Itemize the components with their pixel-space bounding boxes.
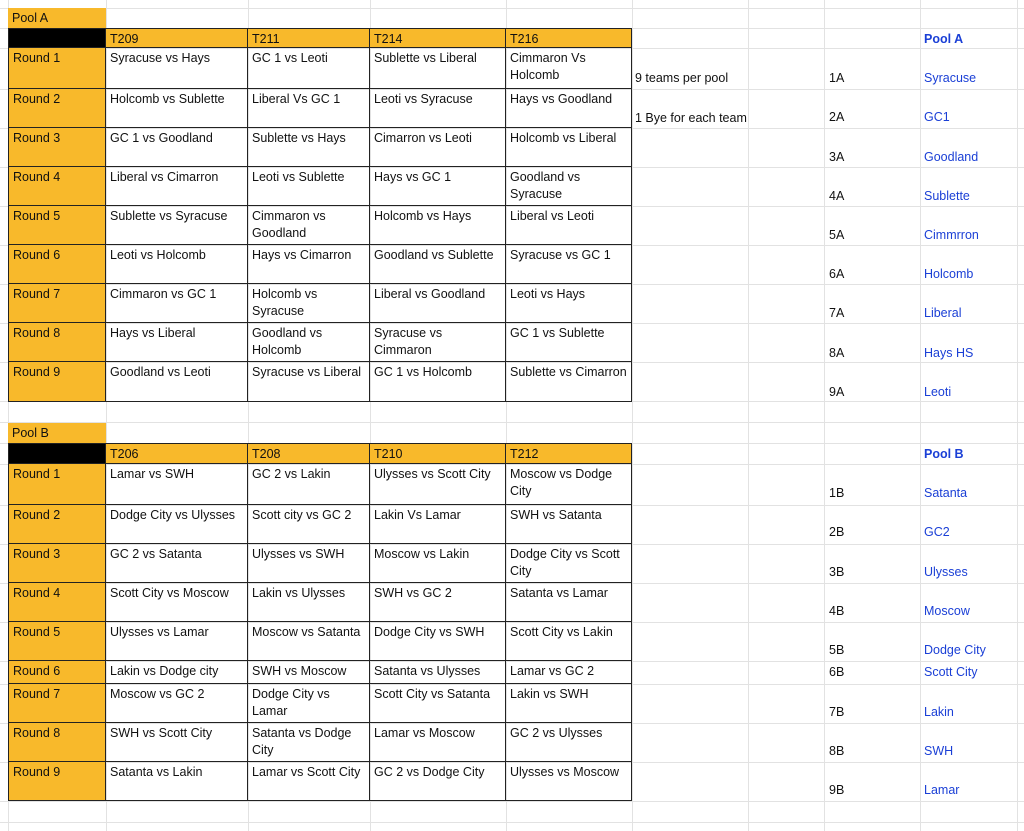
match-cell[interactable]: Dodge City vs Scott City [506,544,632,583]
seed-code[interactable]: 2A [829,110,845,124]
match-cell[interactable]: GC 1 vs Sublette [506,323,632,362]
match-cell[interactable]: SWH vs Scott City [106,723,248,762]
seed-team[interactable]: Hays HS [924,346,974,360]
gridline-col [920,0,921,831]
match-cell[interactable]: Leoti vs Holcomb [106,245,248,284]
seed-code[interactable]: 8A [829,346,845,360]
match-cell[interactable]: Syracuse vs GC 1 [506,245,632,284]
match-cell[interactable]: Scott City vs Satanta [370,684,506,723]
seed-list-title: Pool A [924,32,964,46]
match-cell[interactable]: Lakin vs SWH [506,684,632,723]
match-cell[interactable]: GC 1 vs Leoti [248,48,370,89]
seed-team[interactable]: SWH [924,744,954,758]
match-cell[interactable]: Sublette vs Cimarron [506,362,632,402]
gridline-col [824,0,825,831]
gridline-row [0,822,1024,823]
court-header[interactable]: T214 [370,28,506,48]
seed-code[interactable]: 1A [829,71,845,85]
seed-code[interactable]: 6A [829,267,845,281]
seed-list-title: Pool B [924,447,964,461]
round-label[interactable]: Round 3 [8,544,106,583]
match-cell[interactable]: Sublette vs Hays [248,128,370,167]
round-label[interactable]: Round 5 [8,622,106,661]
seed-code[interactable]: 1B [829,486,845,500]
pool-title: Pool B [8,423,106,443]
match-cell[interactable]: Syracuse vs Liberal [248,362,370,402]
round-label[interactable]: Round 8 [8,723,106,762]
seed-team[interactable]: Cimmrron [924,228,979,242]
match-cell[interactable]: GC 2 vs Ulysses [506,723,632,762]
seed-code[interactable]: 2B [829,525,845,539]
match-cell[interactable]: Scott city vs GC 2 [248,505,370,544]
seed-team[interactable]: Dodge City [924,643,986,657]
match-cell[interactable]: GC 2 vs Lakin [248,464,370,505]
match-cell[interactable]: Lakin vs Ulysses [248,583,370,622]
match-cell[interactable]: Scott City vs Lakin [506,622,632,661]
round-label[interactable]: Round 4 [8,167,106,206]
match-cell[interactable]: Cimmaron Vs Holcomb [506,48,632,89]
match-cell[interactable]: Hays vs Goodland [506,89,632,128]
match-cell[interactable]: Hays vs GC 1 [370,167,506,206]
seed-team[interactable]: Leoti [924,385,952,399]
court-header[interactable]: T210 [370,443,506,464]
match-cell[interactable]: Syracuse vs Hays [106,48,248,89]
round-label[interactable]: Round 6 [8,245,106,284]
seed-code[interactable]: 5A [829,228,845,242]
seed-code[interactable]: 9A [829,385,845,399]
seed-code[interactable]: 9B [829,783,845,797]
seed-code[interactable]: 4A [829,189,845,203]
match-cell[interactable]: Scott City vs Moscow [106,583,248,622]
match-cell[interactable]: Lamar vs Scott City [248,762,370,801]
match-cell[interactable]: Satanta vs Ulysses [370,661,506,684]
pool-note[interactable]: 9 teams per pool [635,71,729,85]
match-cell[interactable]: Lakin vs Dodge city [106,661,248,684]
match-cell[interactable]: Liberal Vs GC 1 [248,89,370,128]
court-header[interactable]: T212 [506,443,632,464]
match-cell[interactable]: Holcomb vs Hays [370,206,506,245]
seed-team[interactable]: Satanta [924,486,968,500]
match-cell[interactable]: Cimmaron vs GC 1 [106,284,248,323]
seed-code[interactable]: 3A [829,150,845,164]
round-label[interactable]: Round 7 [8,684,106,723]
match-cell[interactable]: Goodland vs Leoti [106,362,248,402]
match-cell[interactable]: Dodge City vs Lamar [248,684,370,723]
match-cell[interactable]: Goodland vs Syracuse [506,167,632,206]
round-label[interactable]: Round 1 [8,48,106,89]
court-header[interactable]: T206 [106,443,248,464]
seed-team[interactable]: Scott City [924,665,978,679]
court-header[interactable]: T209 [106,28,248,48]
match-cell[interactable]: Dodge City vs Ulysses [106,505,248,544]
gridline-col [632,0,633,831]
seed-team[interactable]: Lakin [924,705,954,719]
match-cell[interactable]: Satanta vs Lakin [106,762,248,801]
seed-team[interactable]: Goodland [924,150,979,164]
seed-code[interactable]: 8B [829,744,845,758]
match-cell[interactable]: Lamar vs Moscow [370,723,506,762]
match-cell[interactable]: Moscow vs Dodge City [506,464,632,505]
seed-team[interactable]: Sublette [924,189,970,203]
seed-team[interactable]: GC2 [924,525,950,539]
match-cell[interactable]: GC 1 vs Goodland [106,128,248,167]
round-label[interactable]: Round 4 [8,583,106,622]
match-cell[interactable]: Lakin Vs Lamar [370,505,506,544]
seed-code[interactable]: 6B [829,665,845,679]
court-header[interactable]: T216 [506,28,632,48]
seed-team[interactable]: Liberal [924,306,962,320]
match-cell[interactable]: Liberal vs Cimarron [106,167,248,206]
match-cell[interactable]: SWH vs Satanta [506,505,632,544]
gridline-row [0,801,1024,802]
match-cell[interactable]: Lamar vs SWH [106,464,248,505]
seed-team[interactable]: Holcomb [924,267,974,281]
seed-team[interactable]: GC1 [924,110,950,124]
seed-code[interactable]: 5B [829,643,845,657]
match-cell[interactable]: Ulysses vs SWH [248,544,370,583]
match-cell[interactable]: Moscow vs Satanta [248,622,370,661]
header-corner [8,28,106,48]
match-cell[interactable]: Leoti vs Hays [506,284,632,323]
round-label[interactable]: Round 6 [8,661,106,684]
match-cell[interactable]: Hays vs Liberal [106,323,248,362]
match-cell[interactable]: Hays vs Cimarron [248,245,370,284]
match-cell[interactable]: SWH vs Moscow [248,661,370,684]
round-label[interactable]: Round 9 [8,762,106,801]
match-cell[interactable]: Satanta vs Dodge City [248,723,370,762]
match-cell[interactable]: Moscow vs Lakin [370,544,506,583]
round-label[interactable]: Round 2 [8,89,106,128]
match-cell[interactable]: Holcomb vs Liberal [506,128,632,167]
gridline-col [1017,0,1018,831]
match-cell[interactable]: Sublette vs Syracuse [106,206,248,245]
match-cell[interactable]: SWH vs GC 2 [370,583,506,622]
match-cell[interactable]: Holcomb vs Syracuse [248,284,370,323]
round-label[interactable]: Round 7 [8,284,106,323]
seed-code[interactable]: 7B [829,705,845,719]
match-cell[interactable]: Liberal vs Goodland [370,284,506,323]
match-cell[interactable]: Satanta vs Lamar [506,583,632,622]
round-label[interactable]: Round 5 [8,206,106,245]
seed-team[interactable]: Syracuse [924,71,977,85]
round-label[interactable]: Round 8 [8,323,106,362]
match-cell[interactable]: Sublette vs Liberal [370,48,506,89]
match-cell[interactable]: Goodland vs Sublette [370,245,506,284]
match-cell[interactable]: GC 2 vs Dodge City [370,762,506,801]
round-label[interactable]: Round 1 [8,464,106,505]
court-header[interactable]: T211 [248,28,370,48]
match-cell[interactable]: Cimarron vs Leoti [370,128,506,167]
match-cell[interactable]: Ulysses vs Scott City [370,464,506,505]
match-cell[interactable]: Cimmaron vs Goodland [248,206,370,245]
seed-code[interactable]: 3B [829,565,845,579]
match-cell[interactable]: Liberal vs Leoti [506,206,632,245]
match-cell[interactable]: Goodland vs Holcomb [248,323,370,362]
gridline-row [0,422,1024,423]
match-cell[interactable]: Dodge City vs SWH [370,622,506,661]
match-cell[interactable]: Holcomb vs Sublette [106,89,248,128]
gridline-col [748,0,749,831]
match-cell[interactable]: Lamar vs GC 2 [506,661,632,684]
match-cell[interactable]: Syracuse vs Cimmaron [370,323,506,362]
match-cell[interactable]: Leoti vs Sublette [248,167,370,206]
match-cell[interactable]: GC 1 vs Holcomb [370,362,506,402]
seed-team[interactable]: Ulysses [924,565,968,579]
round-label[interactable]: Round 9 [8,362,106,402]
match-cell[interactable]: Moscow vs GC 2 [106,684,248,723]
seed-code[interactable]: 4B [829,604,845,618]
match-cell[interactable]: Ulysses vs Moscow [506,762,632,801]
gridline-row [0,8,1024,9]
match-cell[interactable]: Leoti vs Syracuse [370,89,506,128]
pool-title: Pool A [8,8,106,28]
seed-code[interactable]: 7A [829,306,845,320]
seed-team[interactable]: Moscow [924,604,970,618]
header-corner [8,443,106,464]
pool-note[interactable]: 1 Bye for each team [635,111,747,125]
court-header[interactable]: T208 [248,443,370,464]
match-cell[interactable]: Ulysses vs Lamar [106,622,248,661]
round-label[interactable]: Round 2 [8,505,106,544]
seed-team[interactable]: Lamar [924,783,960,797]
round-label[interactable]: Round 3 [8,128,106,167]
match-cell[interactable]: GC 2 vs Satanta [106,544,248,583]
